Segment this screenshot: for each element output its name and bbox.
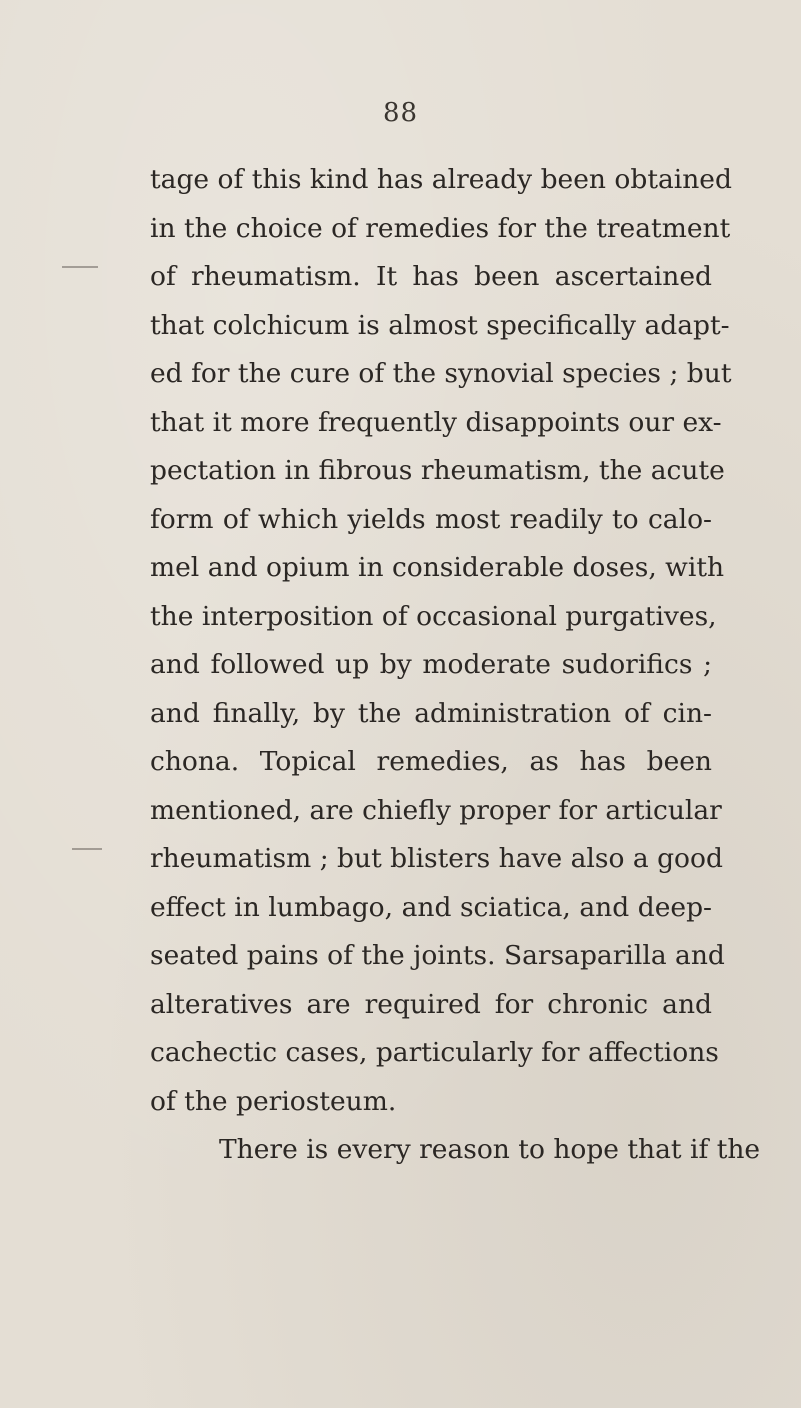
text-line: in the choice of remedies for the treatment — [150, 212, 731, 244]
paragraph-start-line: There is every reason to hope that if the — [219, 1134, 761, 1165]
text-line: tage of this kind has already been obtained — [150, 164, 732, 195]
body-text — [150, 156, 761, 1175]
text-line: seated pains of the joints. Sarsaparilla and — [150, 940, 725, 971]
text-line: and finally, by the administration of cin- — [150, 697, 712, 729]
text-line: the interposition of occasional purgatives, — [150, 600, 717, 632]
text-line: mentioned, are chiefly proper for articular — [150, 794, 722, 826]
text-line: that it more frequently disappoints our ex- — [150, 406, 722, 438]
text-line: form of which yields most readily to calo- — [150, 503, 712, 535]
text-line: rheumatism ; but blisters have also a good — [150, 843, 723, 874]
text-line: and followed up by moderate sudorifics ; — [150, 649, 712, 680]
text-line: effect in lumbago, and sciatica, and deep- — [150, 891, 712, 923]
text-line: ed for the cure of the synovial species ; but — [150, 358, 732, 389]
page-number: 88 — [382, 98, 419, 128]
text-line: of the periosteum. — [150, 1085, 397, 1117]
margin-mark — [62, 266, 98, 268]
text-line: of rheumatism. It has been ascertained — [150, 261, 712, 292]
text-line: cachectic cases, particularly for affections — [150, 1037, 719, 1068]
text-line: mel and opium in considerable doses, with — [150, 552, 725, 583]
text-line: that colchicum is almost specifically adapt- — [150, 309, 730, 341]
text-line: alteratives are required for chronic and — [150, 988, 712, 1020]
text-line: pectation in fibrous rheumatism, the acute — [150, 455, 725, 486]
text-line: chona. Topical remedies, as has been — [150, 746, 712, 777]
margin-mark — [72, 848, 102, 850]
